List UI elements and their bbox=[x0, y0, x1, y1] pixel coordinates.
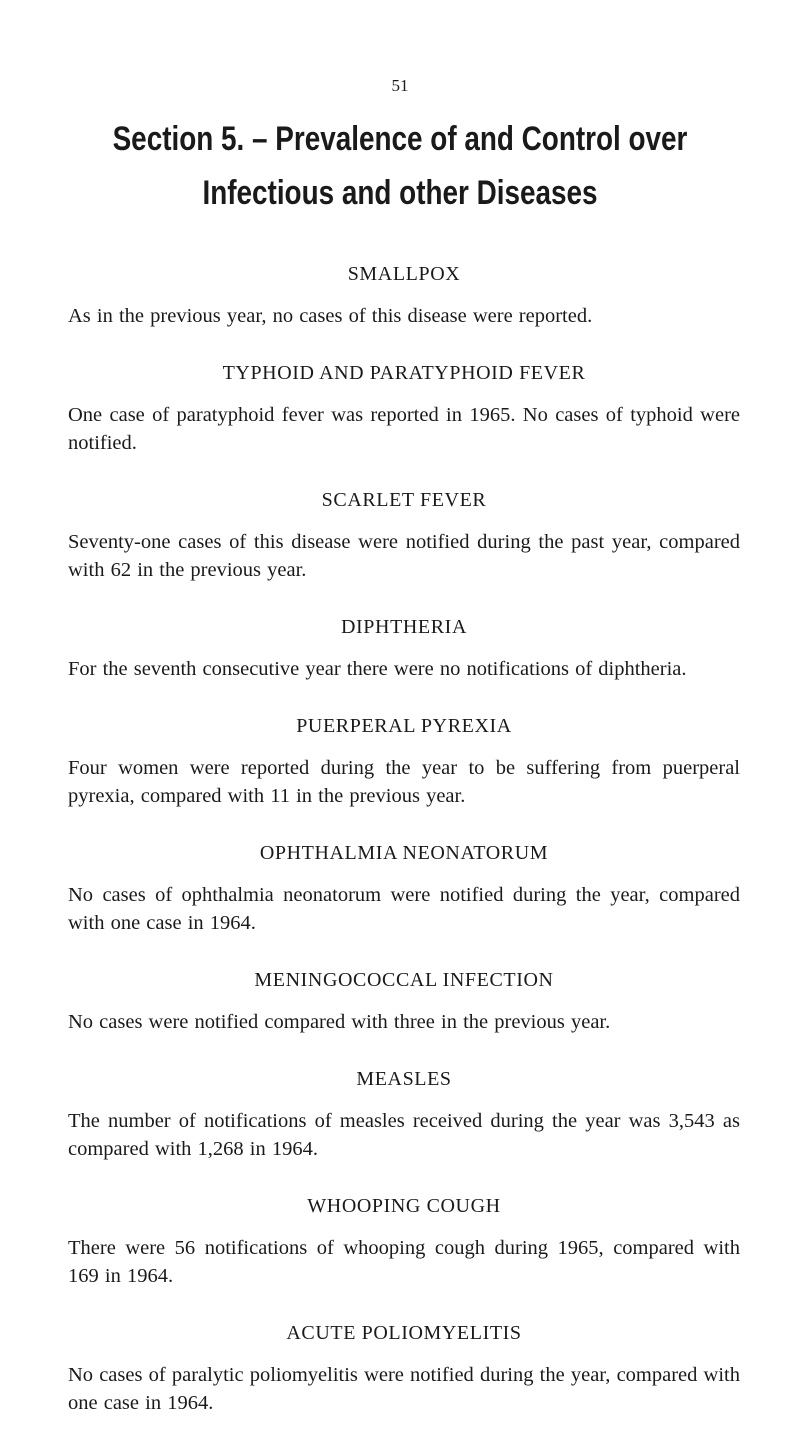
section-measles bbox=[68, 1067, 740, 1163]
section-heading: DIPHTHERIA bbox=[341, 616, 467, 638]
section-scarlet-fever bbox=[68, 488, 740, 584]
section-heading: OPHTHALMIA NEONATORUM bbox=[259, 842, 549, 864]
section-heading: WHOOPING COUGH bbox=[307, 1195, 501, 1217]
section-heading: ACUTE POLIOMYELITIS bbox=[286, 1322, 522, 1344]
section-text: One case of paratyphoid fever was reported in 1965. No cases of typhoid were notified. bbox=[68, 404, 740, 454]
section-text: No cases were notified compared with three in the previous year. bbox=[68, 1011, 611, 1033]
disease-sections bbox=[68, 262, 740, 1448]
title-line-1: Section 5. – Prevalence of and Control over bbox=[112, 120, 688, 158]
section-text: The number of notifications of measles received during the year was 3,543 as compared with 1,268 in 1964. bbox=[68, 1110, 740, 1160]
title-line-2: Infectious and other Diseases bbox=[202, 174, 598, 212]
section-text: No cases of ophthalmia neonatorum were notified during the year, compared with one case in 1964. bbox=[68, 884, 740, 934]
section-heading: SCARLET FEVER bbox=[321, 489, 487, 511]
section-acute-poliomyelitis bbox=[68, 1321, 740, 1417]
section-typhoid-paratyphoid bbox=[68, 361, 740, 457]
section-text: There were 56 notifications of whooping cough during 1965, compared with 169 in 1964. bbox=[68, 1237, 740, 1287]
section-heading: MENINGOCOCCAL INFECTION bbox=[254, 969, 554, 991]
section-heading: SMALLPOX bbox=[347, 263, 461, 285]
section-diphtheria bbox=[68, 615, 740, 683]
section-heading: PUERPERAL PYREXIA bbox=[296, 715, 512, 737]
section-meningococcal-infection bbox=[68, 968, 740, 1036]
page-title bbox=[72, 112, 728, 220]
section-text: For the seventh consecutive year there were no notifications of diphtheria. bbox=[68, 658, 687, 680]
section-text: No cases of paralytic poliomyelitis were notified during the year, compared with one case in 1964. bbox=[68, 1364, 740, 1414]
section-ophthalmia-neonatorum bbox=[68, 841, 740, 937]
section-whooping-cough bbox=[68, 1194, 740, 1290]
section-text: As in the previous year, no cases of this disease were reported. bbox=[68, 305, 593, 327]
section-smallpox bbox=[68, 262, 740, 330]
section-puerperal-pyrexia bbox=[68, 714, 740, 810]
section-heading: TYPHOID AND PARATYPHOID FEVER bbox=[222, 362, 586, 384]
page-number: 51 bbox=[391, 76, 409, 95]
section-text: Seventy-one cases of this disease were notified during the past year, compared with 62 in the previous year. bbox=[68, 531, 740, 581]
section-text: Four women were reported during the year to be suffering from puerperal pyrexia, compared with 11 in the previous year. bbox=[68, 757, 740, 807]
section-heading: MEASLES bbox=[356, 1068, 452, 1090]
